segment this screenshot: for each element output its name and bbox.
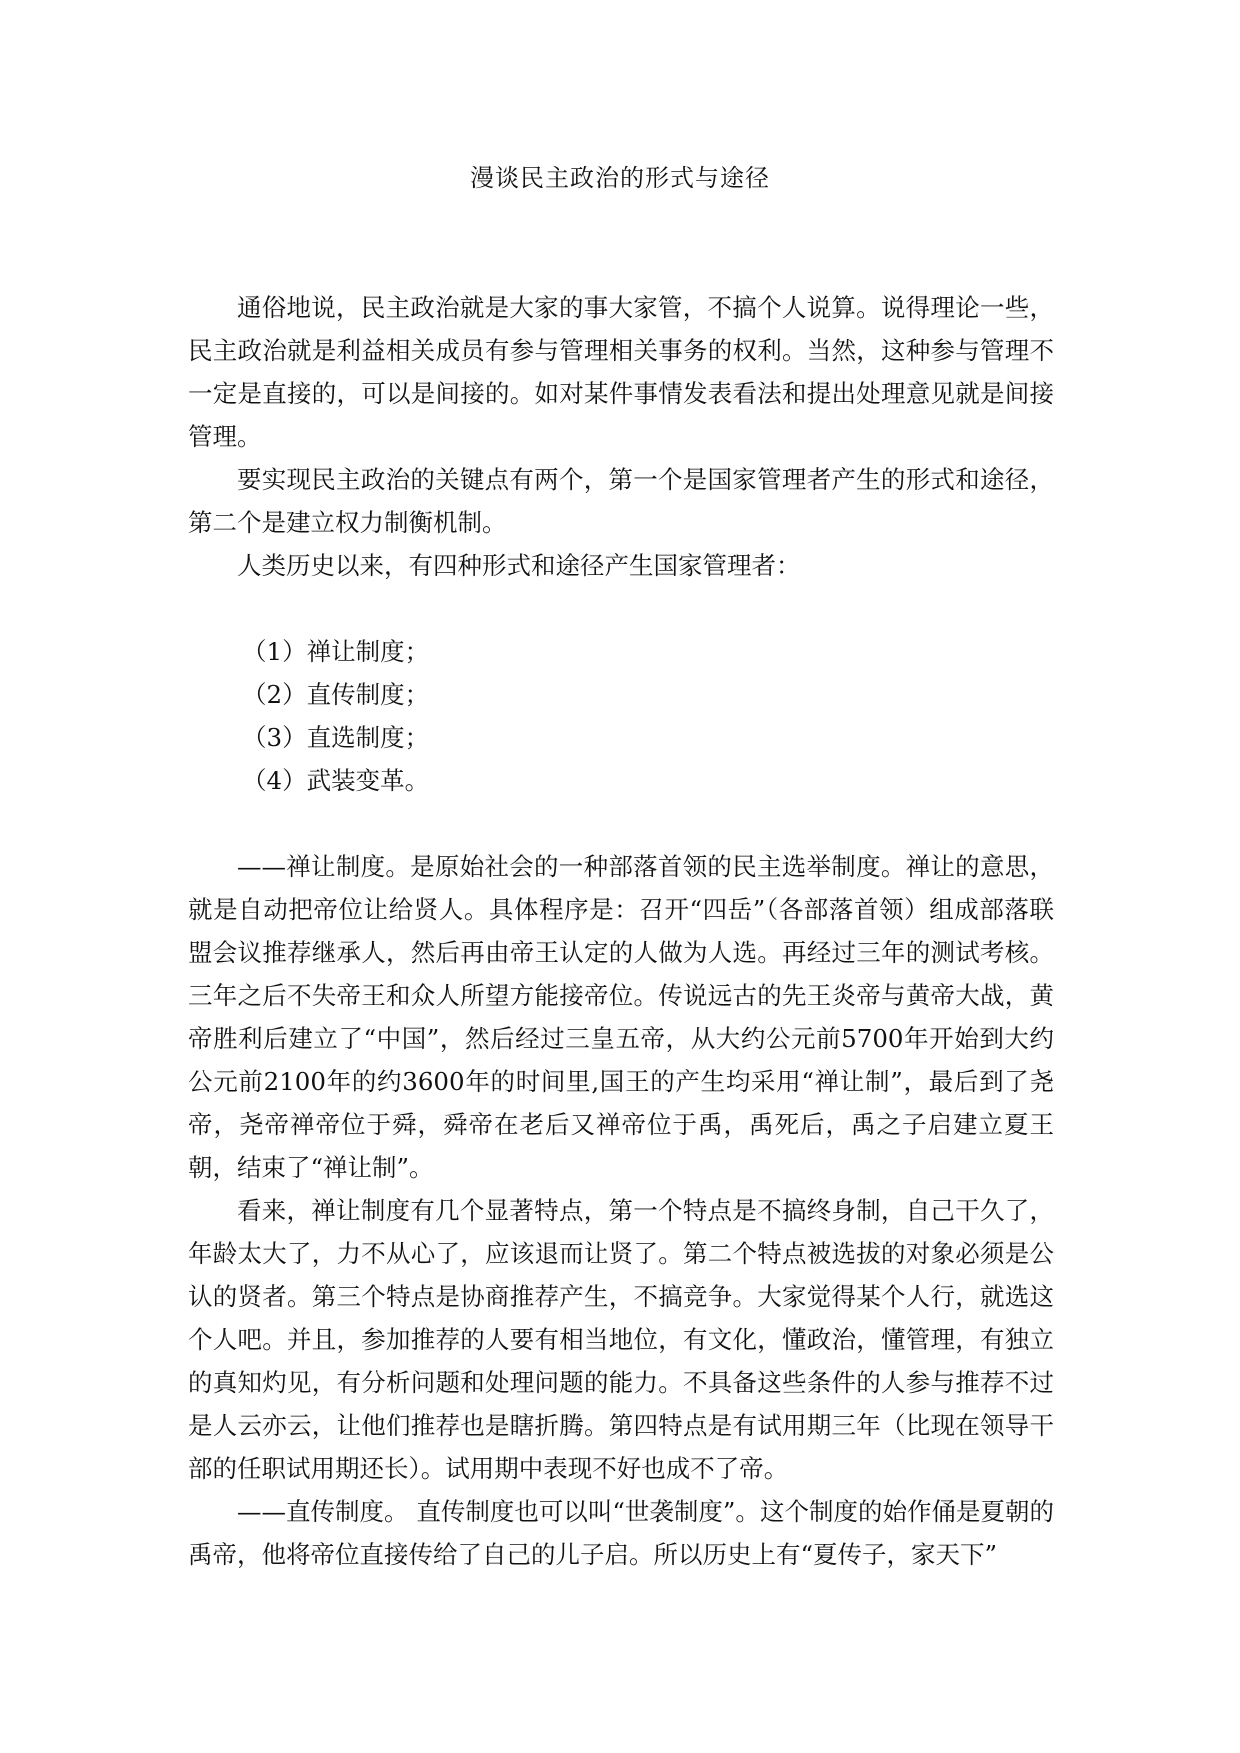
paragraph: 通俗地说，民主政治就是大家的事大家管，不搞个人说算。说得理论一些，民主政治就是利益相关成员有参与管理相关事务的权利。当然，这种参与管理不一定是直接的，可以是间接的。如对某件事情发表看法和提出处理意见就是间接管理。	[188, 293, 1054, 451]
paragraph: ——直传制度。 直传制度也可以叫“世袭制度”。这个制度的始作俑是夏朝的禹帝，他将帝位直接传给了自己的儿子启。所以历史上有“夏传子，家天下”	[188, 1497, 1054, 1569]
paragraph: 看来，禅让制度有几个显著特点，第一个特点是不搞终身制，自己干久了，年龄太大了，力不从心了，应该退而让贤了。第二个特点被选拔的对象必须是公认的贤者。第三个特点是协商推荐产生，不搞竞争。大家觉得某个人行，就选这个人吧。并且，参加推荐的人要有相当地位，有文化，懂政治，懂管理，有独立的真知灼见，有分析问题和处理问题的能力。不具备这些条件的人参与推荐不过是人云亦云，让他们推荐也是瞎折腾。第四特点是有试用期三年（比现在领导干部的任职试用期还长）。试用期中表现不好也成不了帝。	[188, 1196, 1054, 1483]
forms-list	[188, 630, 1054, 802]
document-body	[188, 286, 1054, 1576]
paragraph: ——禅让制度。是原始社会的一种部落首领的民主选举制度。禅让的意思，就是自动把帝位让给贤人。具体程序是：召开“四岳”（各部落首领）组成部落联盟会议推荐继承人，然后再由帝王认定的人做为人选。再经过三年的测试考核。三年之后不失帝王和众人所望方能接帝位。传说远古的先王炎帝与黄帝大战，黄帝胜利后建立了“中国”，然后经过三皇五帝，从大约公元前5700年开始到大约公元前2100年的约3600年的时间里,国王的产生均采用“禅让制”，最后到了尧帝，尧帝禅帝位于舜，舜帝在老后又禅帝位于禹，禹死后，禹之子启建立夏王朝，结束了“禅让制”。	[188, 852, 1054, 1182]
list-item: （4）武装变革。	[242, 766, 430, 795]
list-item: （2）直传制度；	[242, 680, 430, 709]
document-title: 漫谈民主政治的形式与途径	[470, 164, 770, 192]
list-item: （1）禅让制度；	[242, 637, 430, 666]
paragraph: 人类历史以来，有四种形式和途径产生国家管理者：	[237, 551, 801, 580]
list-item: （3）直选制度；	[242, 723, 430, 752]
paragraph: 要实现民主政治的关键点有两个，第一个是国家管理者产生的形式和途径，第二个是建立权力制衡机制。	[188, 465, 1054, 537]
